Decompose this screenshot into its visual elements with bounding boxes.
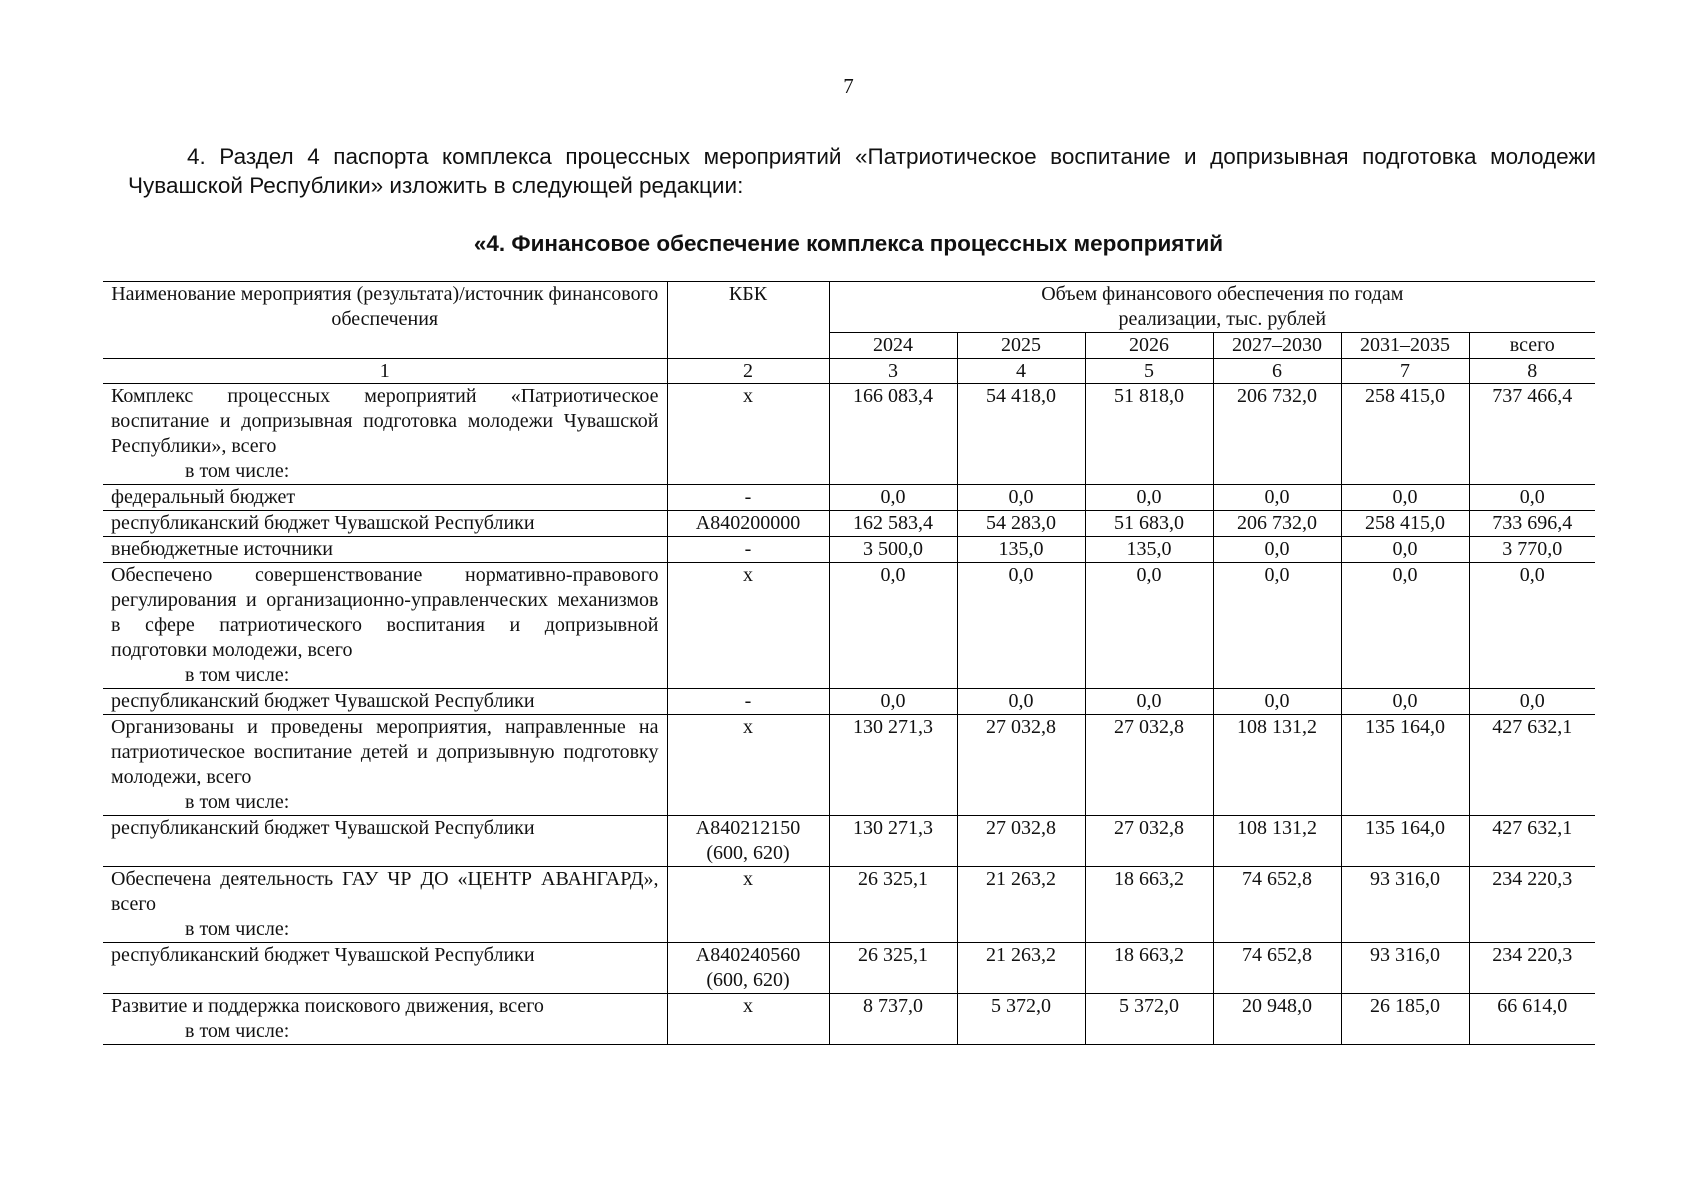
column-number-row (103, 359, 1595, 384)
row-value: 0,0 (1469, 689, 1595, 715)
row-value: 135 164,0 (1341, 816, 1469, 867)
row-value: 74 652,8 (1213, 867, 1341, 943)
row-value: 3 770,0 (1469, 537, 1595, 563)
row-kbk: - (667, 689, 829, 715)
row-value: 0,0 (1085, 485, 1213, 511)
row-value: 0,0 (1469, 563, 1595, 689)
table-row (103, 715, 1595, 816)
row-value: 162 583,4 (829, 511, 957, 537)
row-name-cell (103, 563, 667, 689)
row-name-cell (103, 715, 667, 816)
row-value: 26 185,0 (1341, 994, 1469, 1045)
row-name: республиканский бюджет Чувашской Республики (111, 817, 535, 839)
row-value: 206 732,0 (1213, 511, 1341, 537)
row-value: 0,0 (1341, 563, 1469, 689)
row-name: Обеспечена деятельность ГАУ ЧР ДО «ЦЕНТР АВАНГАРД», всего (111, 868, 659, 915)
page-number: 7 (843, 74, 854, 98)
row-value: 0,0 (829, 485, 957, 511)
row-value: 427 632,1 (1469, 816, 1595, 867)
row-value: 234 220,3 (1469, 943, 1595, 994)
header-year: 2024 (829, 333, 957, 359)
column-number: 2 (667, 359, 829, 384)
column-number: 5 (1085, 359, 1213, 384)
row-value: 20 948,0 (1213, 994, 1341, 1045)
row-name-cell (103, 689, 667, 715)
row-value: 18 663,2 (1085, 867, 1213, 943)
row-name-cell (103, 384, 667, 485)
row-value: 5 372,0 (1085, 994, 1213, 1045)
row-value: 108 131,2 (1213, 816, 1341, 867)
row-value: 21 263,2 (957, 867, 1085, 943)
row-value: 0,0 (957, 563, 1085, 689)
row-value: 54 283,0 (957, 511, 1085, 537)
row-name: Обеспечено совершенствование нормативно-правового регулирования и организационно-управленческих механизмов в сфере патриотического воспитания и допризывной подготовки молодежи, всего (111, 564, 659, 661)
row-kbk: х (667, 384, 829, 485)
row-name-cell (103, 994, 667, 1045)
row-kbk: х (667, 994, 829, 1045)
row-value: 54 418,0 (957, 384, 1085, 485)
row-value: 135 164,0 (1341, 715, 1469, 816)
row-value: 135,0 (957, 537, 1085, 563)
header-volume: Объем финансового обеспечения по годам реализации, тыс. рублей (829, 282, 1595, 333)
row-value: 258 415,0 (1341, 511, 1469, 537)
row-value: 737 466,4 (1469, 384, 1595, 485)
row-kbk: х (667, 563, 829, 689)
row-value: 0,0 (829, 689, 957, 715)
column-number: 7 (1341, 359, 1469, 384)
row-kbk: А840200000 (667, 511, 829, 537)
row-name: Организованы и проведены мероприятия, направленные на патриотическое воспитание детей и допризывную подготовку молодежи, всего (111, 716, 659, 788)
row-name: Развитие и поддержка поискового движения, всего (111, 995, 544, 1017)
row-value: 0,0 (1341, 689, 1469, 715)
row-value: 51 683,0 (1085, 511, 1213, 537)
table-row (103, 563, 1595, 689)
table-row (103, 511, 1595, 537)
table-row (103, 816, 1595, 867)
row-value: 0,0 (1213, 689, 1341, 715)
row-value: 0,0 (1085, 563, 1213, 689)
row-value: 27 032,8 (957, 816, 1085, 867)
row-value: 135,0 (1085, 537, 1213, 563)
row-kbk: - (667, 485, 829, 511)
row-name-cell (103, 943, 667, 994)
row-subnote: в том числе: (185, 1020, 290, 1042)
row-value: 0,0 (1213, 537, 1341, 563)
row-value: 0,0 (1085, 689, 1213, 715)
row-value: 0,0 (957, 689, 1085, 715)
row-name: республиканский бюджет Чувашской Республики (111, 512, 535, 534)
row-value: 5 372,0 (957, 994, 1085, 1045)
row-value: 0,0 (1341, 537, 1469, 563)
table-row (103, 867, 1595, 943)
row-subnote: в том числе: (185, 791, 290, 813)
table-row (103, 994, 1595, 1045)
row-kbk: х (667, 715, 829, 816)
row-value: 427 632,1 (1469, 715, 1595, 816)
intro-paragraph: 4. Раздел 4 паспорта комплекса процессных мероприятий «Патриотическое воспитание и допризывная подготовка молодежи Чувашской Республики» изложить в следующей редакции: (128, 144, 1596, 198)
row-value: 27 032,8 (957, 715, 1085, 816)
row-value: 66 614,0 (1469, 994, 1595, 1045)
row-name: внебюджетные источники (111, 538, 333, 560)
row-value: 27 032,8 (1085, 715, 1213, 816)
row-value: 0,0 (1341, 485, 1469, 511)
column-number: 1 (103, 359, 667, 384)
row-name: Комплекс процессных мероприятий «Патриотическое воспитание и допризывная подготовка молодежи Чувашской Республики», всего (111, 385, 659, 457)
row-value: 0,0 (957, 485, 1085, 511)
row-value: 26 325,1 (829, 867, 957, 943)
row-value: 74 652,8 (1213, 943, 1341, 994)
row-value: 108 131,2 (1213, 715, 1341, 816)
row-value: 93 316,0 (1341, 943, 1469, 994)
row-value: 234 220,3 (1469, 867, 1595, 943)
row-name-cell (103, 867, 667, 943)
row-value: 8 737,0 (829, 994, 957, 1045)
table-row (103, 384, 1595, 485)
row-value: 0,0 (1213, 485, 1341, 511)
row-value: 26 325,1 (829, 943, 957, 994)
row-subnote: в том числе: (185, 664, 290, 686)
column-number: 8 (1469, 359, 1595, 384)
row-value: 130 271,3 (829, 715, 957, 816)
table-row (103, 537, 1595, 563)
row-name-cell (103, 816, 667, 867)
column-number: 4 (957, 359, 1085, 384)
table-row (103, 485, 1595, 511)
header-kbk: КБК (667, 282, 829, 359)
row-value: 21 263,2 (957, 943, 1085, 994)
row-name: республиканский бюджет Чувашской Республики (111, 944, 535, 966)
row-kbk: - (667, 537, 829, 563)
header-name: Наименование мероприятия (результата)/источник финансового обеспечения (103, 282, 667, 359)
section-title: «4. Финансовое обеспечение комплекса процессных мероприятий (473, 231, 1224, 256)
row-subnote: в том числе: (185, 918, 290, 940)
header-year: 2031–2035 (1341, 333, 1469, 359)
row-kbk: А840212150 (600, 620) (667, 816, 829, 867)
header-year: 2026 (1085, 333, 1213, 359)
row-value: 733 696,4 (1469, 511, 1595, 537)
row-kbk: А840240560 (600, 620) (667, 943, 829, 994)
row-value: 0,0 (829, 563, 957, 689)
header-year: 2025 (957, 333, 1085, 359)
column-number: 3 (829, 359, 957, 384)
row-value: 258 415,0 (1341, 384, 1469, 485)
row-value: 27 032,8 (1085, 816, 1213, 867)
row-value: 93 316,0 (1341, 867, 1469, 943)
row-name-cell (103, 537, 667, 563)
row-kbk: х (667, 867, 829, 943)
row-subnote: в том числе: (185, 460, 290, 482)
column-number: 6 (1213, 359, 1341, 384)
row-value: 130 271,3 (829, 816, 957, 867)
row-value: 51 818,0 (1085, 384, 1213, 485)
row-value: 0,0 (1469, 485, 1595, 511)
row-value: 0,0 (1213, 563, 1341, 689)
header-year: всего (1469, 333, 1595, 359)
row-name-cell (103, 511, 667, 537)
row-value: 18 663,2 (1085, 943, 1213, 994)
financing-table (103, 281, 1595, 1045)
header-row (103, 282, 1595, 333)
row-name: федеральный бюджет (111, 486, 296, 508)
row-value: 166 083,4 (829, 384, 957, 485)
header-year: 2027–2030 (1213, 333, 1341, 359)
row-value: 206 732,0 (1213, 384, 1341, 485)
table-row (103, 943, 1595, 994)
row-name-cell (103, 485, 667, 511)
table-row (103, 689, 1595, 715)
row-name: республиканский бюджет Чувашской Республики (111, 690, 535, 712)
row-value: 3 500,0 (829, 537, 957, 563)
